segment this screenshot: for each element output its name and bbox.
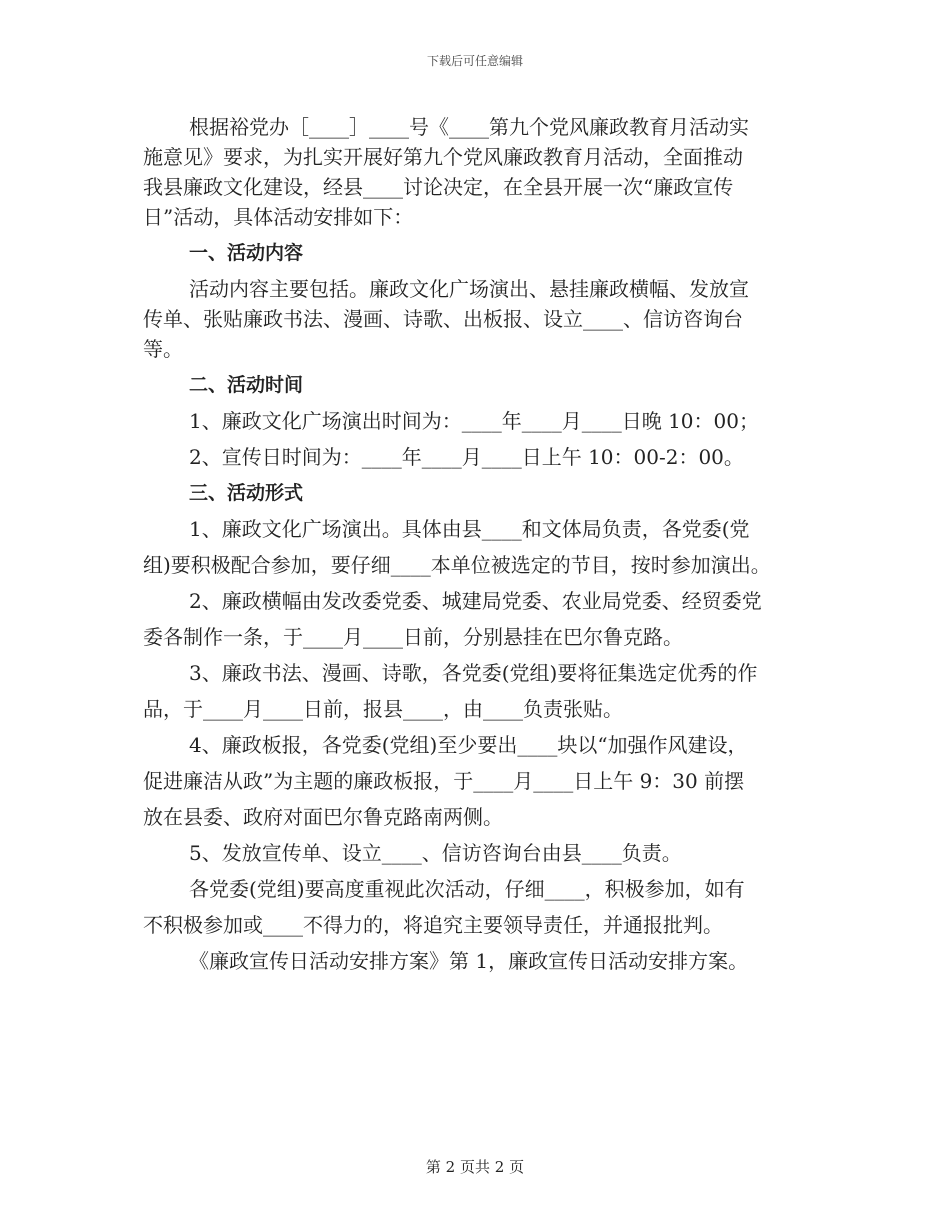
paragraph-line: 活动内容主要包括。廉政文化广场演出、悬挂廉政横幅、发放宣: [189, 277, 749, 301]
paragraph-line: 传单、张贴廉政书法、漫画、诗歌、出板报、设立____、信访咨询台: [143, 307, 743, 331]
paragraph-line: 1、廉政文化广场演出。具体由县____和文体局负责，各党委(党: [189, 517, 750, 541]
paragraph-line: 4、廉政板报，各党委(党组)至少要出____块以“加强作风建设，: [189, 733, 748, 757]
paragraph-line: 3、廉政书法、漫画、诗歌，各党委(党组)要将征集选定优秀的作: [189, 661, 758, 685]
paragraph-line: 1、廉政文化广场演出时间为：____年____月____日晚 10：00；: [189, 409, 759, 433]
paragraph-line: 品，于____月____日前，报县____，由____负责张贴。: [143, 697, 623, 721]
paragraph-line: 组)要积极配合参加，要仔细____本单位被选定的节目，按时参加演出。: [143, 553, 771, 577]
page-footer: 第 2 页共 2 页: [425, 1158, 525, 1176]
paragraph-line: 施意见》要求，为扎实开展好第九个党风廉政教育月活动，全面推动: [143, 145, 743, 169]
page-header: 下载后可任意编辑: [426, 54, 523, 68]
paragraph-line: 不积极参加或____不得力的，将追究主要领导责任，并通报批判。: [143, 913, 723, 937]
section-heading: 三、活动形式: [189, 482, 304, 504]
paragraph-line: 我县廉政文化建设，经县____讨论决定，在全县开展一次“廉政宣传: [143, 175, 734, 199]
document-body: [143, 112, 811, 976]
paragraph-line: 2、廉政横幅由发改委党委、城建局党委、农业局党委、经贸委党: [189, 589, 762, 613]
paragraph-line: 根据裕党办［____］____号《____第九个党风廉政教育月活动实: [189, 115, 749, 139]
section-heading: 二、活动时间: [189, 374, 304, 396]
paragraph-line: 委各制作一条，于____月____日前，分别悬挂在巴尔鲁克路。: [143, 625, 683, 649]
section-heading: 一、活动内容: [189, 242, 304, 264]
paragraph-line: 等。: [143, 337, 183, 361]
paragraph-line: 《廉政宣传日活动安排方案》第 1，廉政宣传日活动安排方案。: [189, 949, 749, 973]
paragraph-line: 2、宣传日时间为：____年____月____日上午 10：00-2：00。: [189, 445, 744, 469]
paragraph-line: 5、发放宣传单、设立____、信访咨询台由县____负责。: [189, 841, 682, 865]
paragraph-line: 放在县委、政府对面巴尔鲁克路南两侧。: [143, 805, 503, 829]
paragraph-line: 促进廉洁从政”为主题的廉政板报，于____月____日上午 9：30 前摆: [143, 769, 745, 793]
paragraph-line: 各党委(党组)要高度重视此次活动，仔细____，积极参加，如有: [189, 877, 745, 901]
paragraph-line: 日”活动，具体活动安排如下：: [143, 205, 414, 229]
